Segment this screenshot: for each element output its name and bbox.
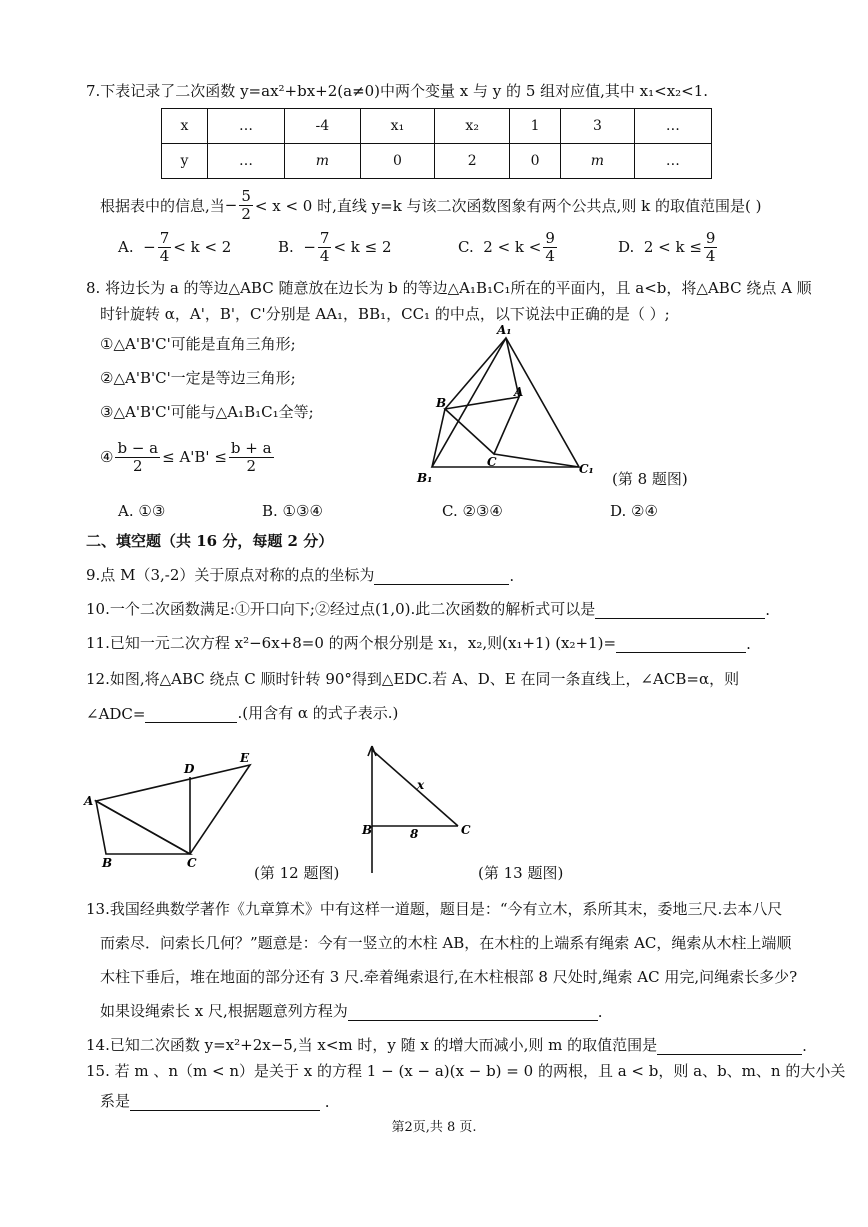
label-e-12: E [240,751,250,765]
table-cell: x [162,109,208,144]
page-footer: 第2页,共 8 页. [391,1120,477,1135]
q13-line3: 木柱下垂后，堆在地面的部分还有 3 尺.牵着绳索退行,在木柱根部 8 尺处时,绳索 AC 用完,问绳索长多少? [100,968,798,986]
option-text: 2 < k ≤ [643,238,702,256]
arrow-tip-left [368,746,372,756]
table-cell: … [634,144,711,179]
q8-fraction-2 [229,440,274,474]
label-c: C [487,455,497,469]
table-row [162,109,712,144]
option-sign: − [143,238,156,256]
q13-line1: 13.我国经典数学著作《九章算术》中有这样一道题，题目是：“今有立木，系所其末，委地三尺.去本八尺 [86,900,783,918]
table-cell: 3 [561,109,635,144]
q10: 10.一个二次函数满足:①开口向下;②经过点(1,0).此二次函数的解析式可以是 . [86,600,771,619]
q8-statement-3: ③△A'B'C'可能与△A₁B₁C₁全等; [100,403,314,421]
frac-den: 2 [133,456,143,475]
q7-condition: 根据表中的信息,当 − $\frac{5}{2}$ < x < 0 时,直线 y=k 与该二次函数图象有两个公共点,则 k 的取值范围是( ) [100,187,762,223]
q7-stem: 7.下表记录了二次函数 y=ax²+bx+2(a≠0)中两个变量 x 与 y 的 5 组对应值,其中 x₁<x₂<1. [86,82,709,100]
label-b-13: B [362,823,373,837]
section-heading: 二、填空题（共 16 分，每题 2 分） [86,532,334,550]
frac-num: 5 [241,187,251,205]
triangle-abc-12 [96,801,190,854]
frac-num: b − a [117,439,159,457]
table-cell: 0 [510,144,561,179]
rope-ac [372,750,458,826]
q14-text: 14.已知二次函数 y=x²+2x−5,当 x<m 时，y 随 x 的增大而减小,则 m 的取值范围是 [86,1036,658,1054]
table-cell: 0 [360,144,435,179]
q8-fig-caption: (第 8 题图) [612,470,688,488]
label-b-12: B [102,856,113,870]
q8-line1: 8. 将边长为 a 的等边△ABC 随意放在边长为 b 的等边△A₁B₁C₁所在的平面内，且 a<b，将△ABC 绕点 A 顺 [86,279,812,297]
arrow-tip-right [372,746,376,756]
option-label: C. [458,238,474,256]
q7-cond-fraction [239,188,253,222]
label-a1: A₁ [497,323,512,337]
option-label: A. [118,238,134,256]
answer-blank[interactable] [616,638,746,653]
answer-blank[interactable] [374,570,509,585]
q13-fig-caption: (第 13 题图) [478,864,564,882]
frac-num: b + a [230,439,272,457]
option-fraction [704,230,718,264]
q15-line2: 系是 . [100,1092,330,1111]
label-c-13: C [461,823,471,837]
table-cell: … [207,144,284,179]
triangle-abc [445,397,519,454]
segment-aa1 [506,338,519,397]
q8-option-c: C. ②③④ [442,502,503,520]
frac-den: 2 [241,204,251,223]
q12-line2 [86,702,398,723]
q15-text: 系是 [100,1092,131,1110]
q9-text: 9.点 M（3,-2）关于原点对称的点的坐标为 [86,566,375,584]
frac-num: 9 [705,229,716,247]
label-a-12: A [84,794,94,808]
answer-blank[interactable] [657,1040,802,1055]
label-a: A [514,385,524,399]
option-text: 2 < k < [483,238,542,256]
q7-cond-pre: 根据表中的信息,当 [100,196,225,215]
q8-fraction-1 [115,440,160,474]
q7-option-d [618,230,719,264]
table-cell: … [207,109,284,144]
answer-blank[interactable] [130,1096,320,1111]
q12-note: .(用含有 α 的式子表示.) [237,704,399,722]
table-cell: 1 [510,109,561,144]
q8-option-d: D. ②④ [610,502,658,520]
frac-den: 4 [159,246,170,265]
q7-option-a [118,230,231,264]
triangle-a1b1c1 [432,338,579,467]
option-label: B. [278,238,294,256]
q8-option-a: A. ①③ [118,502,166,520]
option-text: < k < 2 [173,238,232,256]
q12-angle-label: ∠ADC= [86,705,146,723]
q14: 14.已知二次函数 y=x²+2x−5,当 x<m 时，y 随 x 的增大而减小,则 m 的取值范围是 . [86,1036,807,1055]
option-label: D. [618,238,635,256]
label-8-13: 8 [410,827,419,841]
option-fraction [318,230,332,264]
q7-value-table [161,108,712,179]
table-row [162,144,712,179]
label-c1: C₁ [579,462,594,476]
q7-option-b [278,230,392,264]
table-cell: x₁ [360,109,435,144]
q8-statement-4 [100,440,276,474]
q13-text: 如果设绳索长 x 尺,根据题意列方程为 [100,1002,348,1020]
q8-statement-1: ①△A'B'C'可能是直角三角形; [100,335,296,353]
label-d-12: D [184,762,195,776]
label-b: B [436,396,447,410]
frac-den: 4 [705,246,716,265]
q8-line2: 时针旋转 α，A'，B'，C'分别是 AA₁，BB₁，CC₁ 的中点，以下说法中正确的是（ ）; [100,305,670,323]
q9: 9.点 M（3,-2）关于原点对称的点的坐标为 . [86,566,515,585]
q11-text: 11.已知一元二次方程 x²−6x+8=0 的两个根分别是 x₁，x₂,则(x₁+1) (x₂+1)= [86,634,617,652]
q10-text: 10.一个二次函数满足:①开口向下;②经过点(1,0).此二次函数的解析式可以是 [86,600,596,618]
q13-line4: 如果设绳索长 x 尺,根据题意列方程为 . [100,1002,603,1021]
frac-num: 7 [319,229,330,247]
segment-cc1 [494,454,579,467]
frac-num: 7 [159,229,170,247]
statement-text: ≤ A'B' ≤ [162,448,227,466]
q15-line1: 15. 若 m 、n（m < n）是关于 x 的方程 1 − (x − a)(x − b) = 0 的两根，且 a < b，则 a、b、m、n 的大小关 [86,1062,846,1080]
answer-blank[interactable] [145,708,237,723]
table-cell: m [285,144,360,179]
frac-den: 4 [319,246,330,265]
label-x-13: x [417,778,425,792]
table-cell: m [561,144,635,179]
q13-line2: 而索尽．问索长几何？”题意是：今有一竖立的木柱 AB，在木柱的上端系有绳索 AC，绳索从木柱上端顺 [100,934,792,952]
q12-line1: 12.如图,将△ABC 绕点 C 顺时针转 90°得到△EDC.若 A、D、E 在同一条直线上，∠ACB=α，则 [86,670,740,688]
segment-bb1 [432,409,445,467]
triangle-aec [96,765,250,854]
table-cell: y [162,144,208,179]
segment-a1b [445,338,506,409]
q8-option-b: B. ①③④ [262,502,323,520]
q7-option-c [458,230,559,264]
table-cell: x₂ [435,109,510,144]
frac-den: 2 [246,456,256,475]
option-fraction [543,230,557,264]
table-cell: 2 [435,144,510,179]
label-c-12: C [187,856,197,870]
table-cell: -4 [285,109,360,144]
q12-fig-caption: (第 12 题图) [254,864,340,882]
option-text: < k ≤ 2 [333,238,392,256]
q7-cond-mid: < x < 0 时,直线 y=k 与该二次函数图象有两个公共点,则 k 的取值范围是( ) [254,196,762,215]
table-cell: … [634,109,711,144]
label-b1: B₁ [417,471,433,485]
option-sign: − [303,238,316,256]
q8-statement-2: ②△A'B'C'一定是等边三角形; [100,369,296,387]
q11: 11.已知一元二次方程 x²−6x+8=0 的两个根分别是 x₁，x₂,则(x₁+1) (x₂+1)= . [86,634,751,653]
statement-number: ④ [100,448,114,466]
frac-den: 4 [545,246,555,265]
frac-num: 9 [545,229,555,247]
answer-blank[interactable] [595,604,765,619]
answer-blank[interactable] [348,1006,598,1021]
option-fraction [158,230,172,264]
